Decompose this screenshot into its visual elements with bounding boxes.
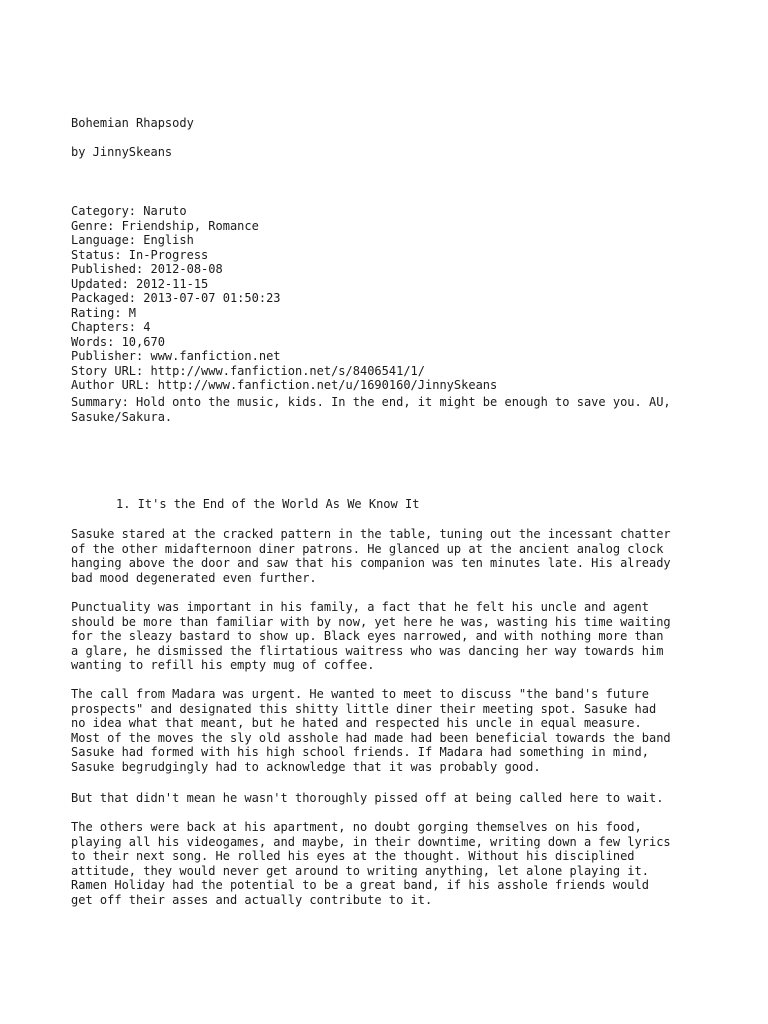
summary-line: Sasuke/Sakura. — [71, 409, 173, 424]
meta-language: Language: English — [71, 233, 194, 247]
story-metadata — [71, 204, 497, 393]
paragraph-line: Most of the moves the sly old asshole had made had been beneficial towards the band — [71, 730, 671, 745]
meta-story-url: Story URL: http://www.fanfiction.net/s/8406541/1/ — [71, 363, 426, 378]
paragraph — [71, 527, 671, 585]
paragraph-line: Punctuality was important in his family, a fact that he felt his uncle and agent — [71, 600, 649, 614]
paragraph-line: wanting to refill his empty mug of coffee. — [71, 658, 375, 672]
meta-chapters: Chapters: 4 — [71, 320, 151, 334]
paragraph-line: a glare, he dismissed the flirtatious waitress who was dancing her way towards him — [71, 643, 664, 658]
paragraph — [71, 820, 671, 907]
paragraph-line: attitude, they would never get around to writing anything, let alone playing it. — [71, 863, 649, 878]
paragraph-line: to their next song. He rolled his eyes at the thought. Without his disciplined — [71, 849, 635, 863]
paragraph-line: no idea what that meant, but he hated and respected his uncle in equal measure. — [71, 716, 642, 730]
paragraph-line: The call from Madara was urgent. He wanted to meet to discuss "the band's future — [71, 687, 649, 701]
meta-status: Status: In-Progress — [71, 247, 209, 262]
paragraph-line: get off their asses and actually contribute to it. — [71, 892, 433, 907]
summary-line: Summary: Hold onto the music, kids. In the end, it might be enough to save you. AU, — [71, 395, 671, 409]
story-summary — [71, 395, 671, 424]
paragraph-line: of the other midafternoon diner patrons. He glanced up at the ancient analog clock — [71, 541, 664, 556]
paragraph-line: Sasuke stared at the cracked pattern in the table, tuning out the incessant chatter — [71, 527, 671, 541]
paragraph-line: for the sleazy bastard to show up. Black eyes narrowed, and with nothing more than — [71, 629, 664, 643]
story-title: Bohemian Rhapsody — [71, 116, 194, 130]
paragraph-line: playing all his videogames, and maybe, in their downtime, writing down a few lyrics — [71, 834, 671, 849]
paragraph-line: prospects" and designated this shitty little diner their meeting spot. Sasuke had — [71, 701, 657, 716]
paragraph-line: The others were back at his apartment, no doubt gorging themselves on his food, — [71, 820, 642, 834]
meta-published: Published: 2012-08-08 — [71, 262, 223, 276]
paragraph-line: Ramen Holiday had the potential to be a great band, if his asshole friends would — [71, 878, 649, 892]
meta-rating: Rating: M — [71, 305, 137, 320]
paragraph — [71, 791, 663, 806]
meta-publisher: Publisher: www.fanfiction.net — [71, 349, 281, 363]
paragraph-line: But that didn't mean he wasn't thoroughly pissed off at being called here to wait. — [71, 791, 664, 805]
meta-author-url: Author URL: http://www.fanfiction.net/u/1690160/JinnySkeans — [71, 378, 498, 392]
paragraph-line: hanging above the door and saw that his companion was ten minutes late. His already — [71, 556, 671, 570]
author-byline: by JinnySkeans — [71, 145, 173, 159]
paragraph-line: Sasuke had formed with his high school friends. If Madara had something in mind, — [71, 745, 649, 759]
meta-genre: Genre: Friendship, Romance — [71, 218, 259, 233]
paragraph — [71, 687, 671, 774]
chapter-heading: 1. It's the End of the World As We Know It — [116, 497, 420, 511]
paragraph-line: Sasuke begrudgingly had to acknowledge that it was probably good. — [71, 759, 541, 774]
paragraph-line: should be more than familiar with by now, yet here he was, wasting his time waiting — [71, 614, 671, 629]
paragraph — [71, 600, 671, 673]
meta-category: Category: Naruto — [71, 204, 187, 218]
paragraph-line: bad mood degenerated even further. — [71, 570, 317, 585]
meta-packaged: Packaged: 2013-07-07 01:50:23 — [71, 291, 281, 305]
meta-updated: Updated: 2012-11-15 — [71, 276, 209, 291]
meta-words: Words: 10,670 — [71, 334, 165, 349]
